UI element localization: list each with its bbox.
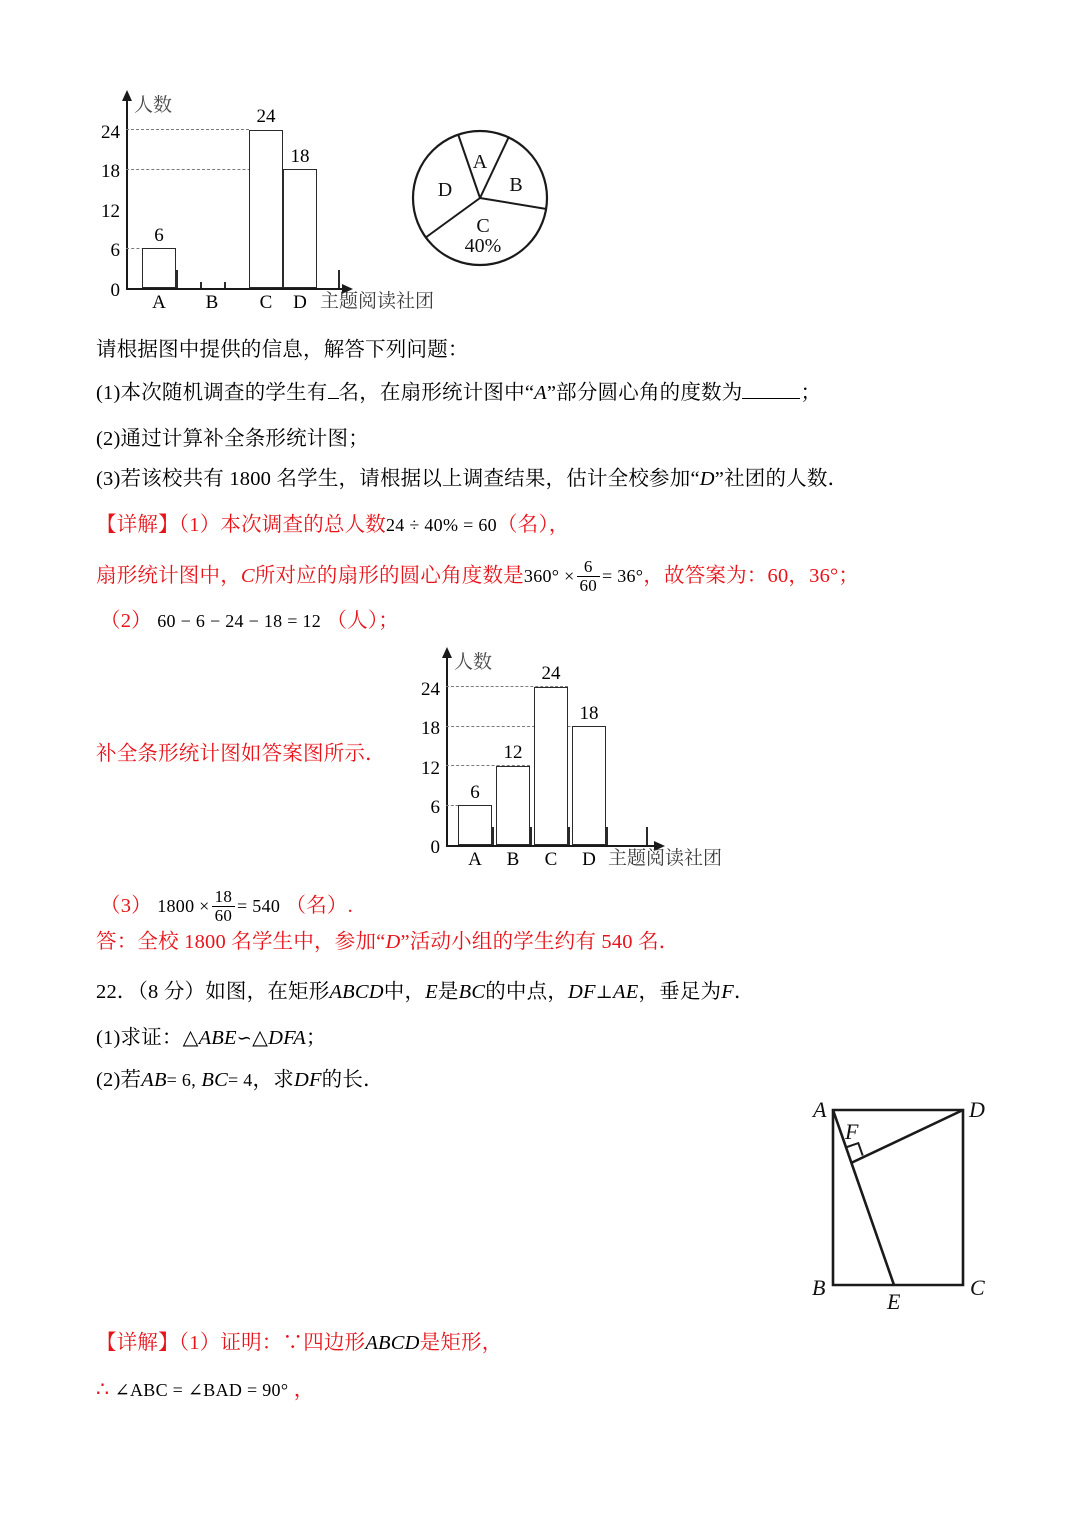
- sol21-line1-tail: （名），: [496, 514, 570, 536]
- sol21-line5-math-1: 1800 ×: [157, 896, 210, 917]
- sol21-line1-math: 24 ÷ 40% = 60: [386, 515, 497, 535]
- x-tick: [224, 282, 226, 288]
- bar-value-C: 24: [256, 106, 276, 127]
- q22-stem: [96, 982, 755, 1003]
- geometry-diagram-abcd: [800, 1095, 1000, 1315]
- bar-value-A: 6: [470, 782, 480, 803]
- y-axis-title: 人数: [134, 95, 173, 116]
- q21-item1-text-a: (1)本次随机调查的学生有: [96, 382, 328, 404]
- q22-item1-text-end: ；: [305, 1027, 327, 1049]
- q21-item-3: [96, 469, 848, 490]
- y-axis-title: 人数: [454, 652, 493, 673]
- q22-stem-e2: ，垂足为: [638, 981, 722, 1003]
- sol21-line6-var: D: [385, 931, 401, 953]
- fraction-numerator: 18: [214, 887, 233, 906]
- q21-item1-blank-1[interactable]: [328, 398, 339, 399]
- x-axis: [446, 845, 656, 847]
- sol21-line6-text-b: ”活动小组的学生约有 540 名．: [400, 931, 680, 953]
- q21-item-2: (2)通过计算补全条形统计图；: [96, 428, 369, 450]
- bar-B: [496, 766, 530, 845]
- q22-stem-d: 的中点，: [485, 981, 569, 1003]
- x-tick: [492, 827, 494, 845]
- sol22-line-1: [96, 1333, 502, 1354]
- x-tick: [646, 827, 648, 845]
- q22-stem-c: 是: [437, 981, 459, 1003]
- q22-item1-similar-icon: ∽: [236, 1028, 253, 1048]
- geo-label-C: C: [970, 1275, 985, 1300]
- geo-label-B: B: [812, 1275, 826, 1300]
- sol21-line5-tail: （名）.: [285, 895, 353, 918]
- y-tick-0: 0: [110, 280, 120, 301]
- q22-item2-value-2: = 4: [227, 1070, 253, 1090]
- sol22-therefore-icon: ∴: [96, 1379, 110, 1401]
- geo-label-E: E: [887, 1289, 901, 1314]
- x-axis-title: 主题阅读社团: [608, 848, 723, 869]
- pie-slice-label-C: C: [476, 215, 490, 237]
- x-tick-label-C: C: [544, 849, 558, 870]
- y-axis-arrow-icon: [442, 647, 452, 658]
- q22-item2-text-end: 的长．: [321, 1069, 384, 1091]
- bar-A: [458, 805, 492, 845]
- q22-item1-triangle-1: △ABE: [182, 1027, 237, 1049]
- bar-A: [142, 248, 176, 288]
- q21-item1-text-end: ；: [800, 382, 822, 404]
- q21-item1-var: A: [534, 382, 547, 404]
- sol21-line2-var: C: [240, 565, 255, 588]
- sol21-line5-label: （3）: [100, 895, 152, 918]
- sol21-line-5: [100, 888, 353, 925]
- sol22-line2-tail: ，: [293, 1379, 315, 1401]
- q21-item3-var: D: [699, 468, 715, 490]
- q22-stem-f: F: [721, 981, 734, 1003]
- y-axis-arrow-icon: [122, 90, 132, 101]
- q21-item3-text-b: ”社团的人数．: [714, 468, 849, 490]
- gridline-24: [126, 129, 249, 130]
- sol21-line2-text-c: ，故答案为：: [643, 565, 768, 588]
- bar-value-D: 18: [290, 145, 310, 167]
- q22-item2-text-b: ，求: [252, 1069, 294, 1091]
- sol21-line3-math: 60 − 6 − 24 − 18 = 12: [157, 611, 322, 631]
- y-tick-12: 12: [421, 757, 440, 779]
- y-tick-18: 18: [101, 161, 120, 183]
- sol22-line1-text-c: 是矩形，: [419, 1332, 503, 1354]
- q22-stem-bc: BC: [458, 981, 486, 1003]
- q22-item2-bc: BC: [201, 1069, 228, 1091]
- sol21-line2-math-2: = 36°: [601, 566, 644, 587]
- bar-value-A: 6: [154, 225, 164, 246]
- x-tick-label-B: B: [506, 849, 520, 870]
- q22-stem-e: E: [425, 981, 438, 1003]
- y-tick-18: 18: [421, 718, 440, 740]
- q21-prompt: 请根据图中提供的信息，解答下列问题：: [96, 339, 469, 361]
- fraction-numerator: 6: [583, 557, 593, 576]
- bar-D: [572, 726, 606, 845]
- q22-stem-end: ．: [734, 981, 755, 1003]
- fraction-denominator: 60: [212, 906, 235, 925]
- bar-C: [534, 687, 568, 845]
- sol21-line2-answer-1: 60: [767, 565, 789, 588]
- q22-item2-value-1: = 6,: [166, 1070, 197, 1090]
- x-tick-label-A: A: [468, 849, 482, 870]
- x-tick: [176, 270, 178, 288]
- sol22-line-2: [96, 1380, 314, 1401]
- sol21-line6-text-a: 答：全校 1800 名学生中，参加“: [96, 931, 386, 953]
- q22-stem-b: 中，: [383, 981, 426, 1003]
- x-tick: [338, 270, 340, 288]
- bar-chart-incomplete: [90, 88, 435, 313]
- sol22-line1-text-a: 【详解】（1）证明：: [96, 1332, 283, 1354]
- sol22-because-icon: ∵: [282, 1332, 304, 1354]
- q21-item3-text-a: (3)若该校共有 1800 名学生，请根据以上调查结果，估计全校参加“: [96, 468, 700, 490]
- q22-stem-a: 22．（8 分）如图，在矩形: [96, 981, 330, 1003]
- x-tick-label-B: B: [205, 292, 219, 313]
- q22-item1-text-a: (1)求证：: [96, 1027, 183, 1049]
- sol21-line5-fraction: [212, 888, 235, 925]
- x-tick-label-D: D: [582, 849, 596, 870]
- q22-item2-ab: AB: [141, 1069, 167, 1091]
- sol21-line2-text-a: 扇形统计图中，: [96, 565, 241, 588]
- q22-item-1: [96, 1028, 327, 1049]
- fraction-denominator: 60: [577, 576, 600, 595]
- sol22-line1-abcd: ABCD: [365, 1332, 420, 1354]
- y-tick-24: 24: [101, 121, 120, 143]
- x-tick: [530, 827, 532, 845]
- bar-C: [249, 130, 283, 288]
- x-tick: [200, 282, 202, 288]
- y-tick-0: 0: [430, 837, 440, 858]
- q21-item1-text-c: ”部分圆心角的度数为: [546, 382, 743, 404]
- bar-value-B: 12: [503, 742, 523, 764]
- q21-item1-blank-2[interactable]: [742, 398, 800, 399]
- q22-stem-df: DF: [568, 981, 596, 1003]
- sol21-line1-label: 【详解】（1）本次调查的总人数: [96, 514, 386, 536]
- y-tick-6: 6: [110, 240, 120, 262]
- bar-value-C: 24: [541, 663, 561, 684]
- sol21-line-2: [96, 558, 859, 595]
- sol22-line2-math: ∠ABC = ∠BAD = 90°: [114, 1380, 289, 1400]
- y-tick-6: 6: [430, 797, 440, 819]
- q22-item2-text-a: (2)若: [96, 1069, 142, 1091]
- pie-slice-label-D: D: [437, 179, 453, 201]
- x-axis-title: 主题阅读社团: [320, 291, 435, 312]
- geo-label-A: A: [813, 1097, 827, 1122]
- q22-stem-abcd: ABCD: [329, 981, 384, 1003]
- pie-slice-annotation-C: 40%: [464, 235, 502, 257]
- x-axis: [126, 288, 344, 290]
- x-tick: [568, 827, 570, 845]
- x-tick-label-A: A: [152, 292, 166, 313]
- sol21-line5-math-2: = 540: [237, 896, 281, 917]
- sol21-line-3: [100, 611, 399, 632]
- q21-item-1: [96, 383, 821, 404]
- sol22-line1-text-b: 四边形: [303, 1332, 366, 1354]
- sol21-line-1: [96, 515, 570, 536]
- q22-item2-df: DF: [293, 1069, 322, 1091]
- x-tick: [606, 827, 608, 845]
- sol21-line3-tail: （人）；: [326, 610, 399, 632]
- sol21-line2-comma: ，: [788, 565, 810, 588]
- x-tick-label-D: D: [293, 292, 307, 313]
- y-tick-12: 12: [101, 200, 120, 222]
- bar-value-D: 18: [579, 702, 599, 724]
- sol21-line2-fraction: [577, 558, 600, 595]
- pie-slice-label-B: B: [509, 174, 523, 196]
- bar-chart-complete: [410, 645, 750, 870]
- sol21-line2-math-1: 360° ×: [523, 566, 575, 587]
- q22-stem-ae: AE: [613, 981, 639, 1003]
- sol21-line-4: 补全条形统计图如答案图所示．: [96, 743, 386, 765]
- pie-slice-label-A: A: [472, 151, 488, 173]
- pie-chart: [410, 128, 550, 268]
- geo-label-F: F: [845, 1119, 859, 1144]
- q22-item-2: [96, 1070, 384, 1091]
- y-tick-24: 24: [421, 678, 440, 700]
- bar-D: [283, 169, 317, 288]
- sol21-line3-label: （2）: [100, 610, 152, 632]
- geo-label-D: D: [969, 1097, 985, 1122]
- sol21-line2-text-b: 所对应的扇形的圆心角度数是: [254, 565, 524, 588]
- x-tick-label-C: C: [259, 292, 273, 313]
- sol21-line-6: [96, 932, 679, 953]
- sol21-line2-answer-2: 36°；: [809, 565, 860, 588]
- q21-item1-text-b: 名，在扇形统计图中“: [338, 382, 535, 404]
- q22-stem-perp-icon: ⊥: [595, 982, 613, 1002]
- q22-item1-triangle-2: △DFA: [252, 1027, 306, 1049]
